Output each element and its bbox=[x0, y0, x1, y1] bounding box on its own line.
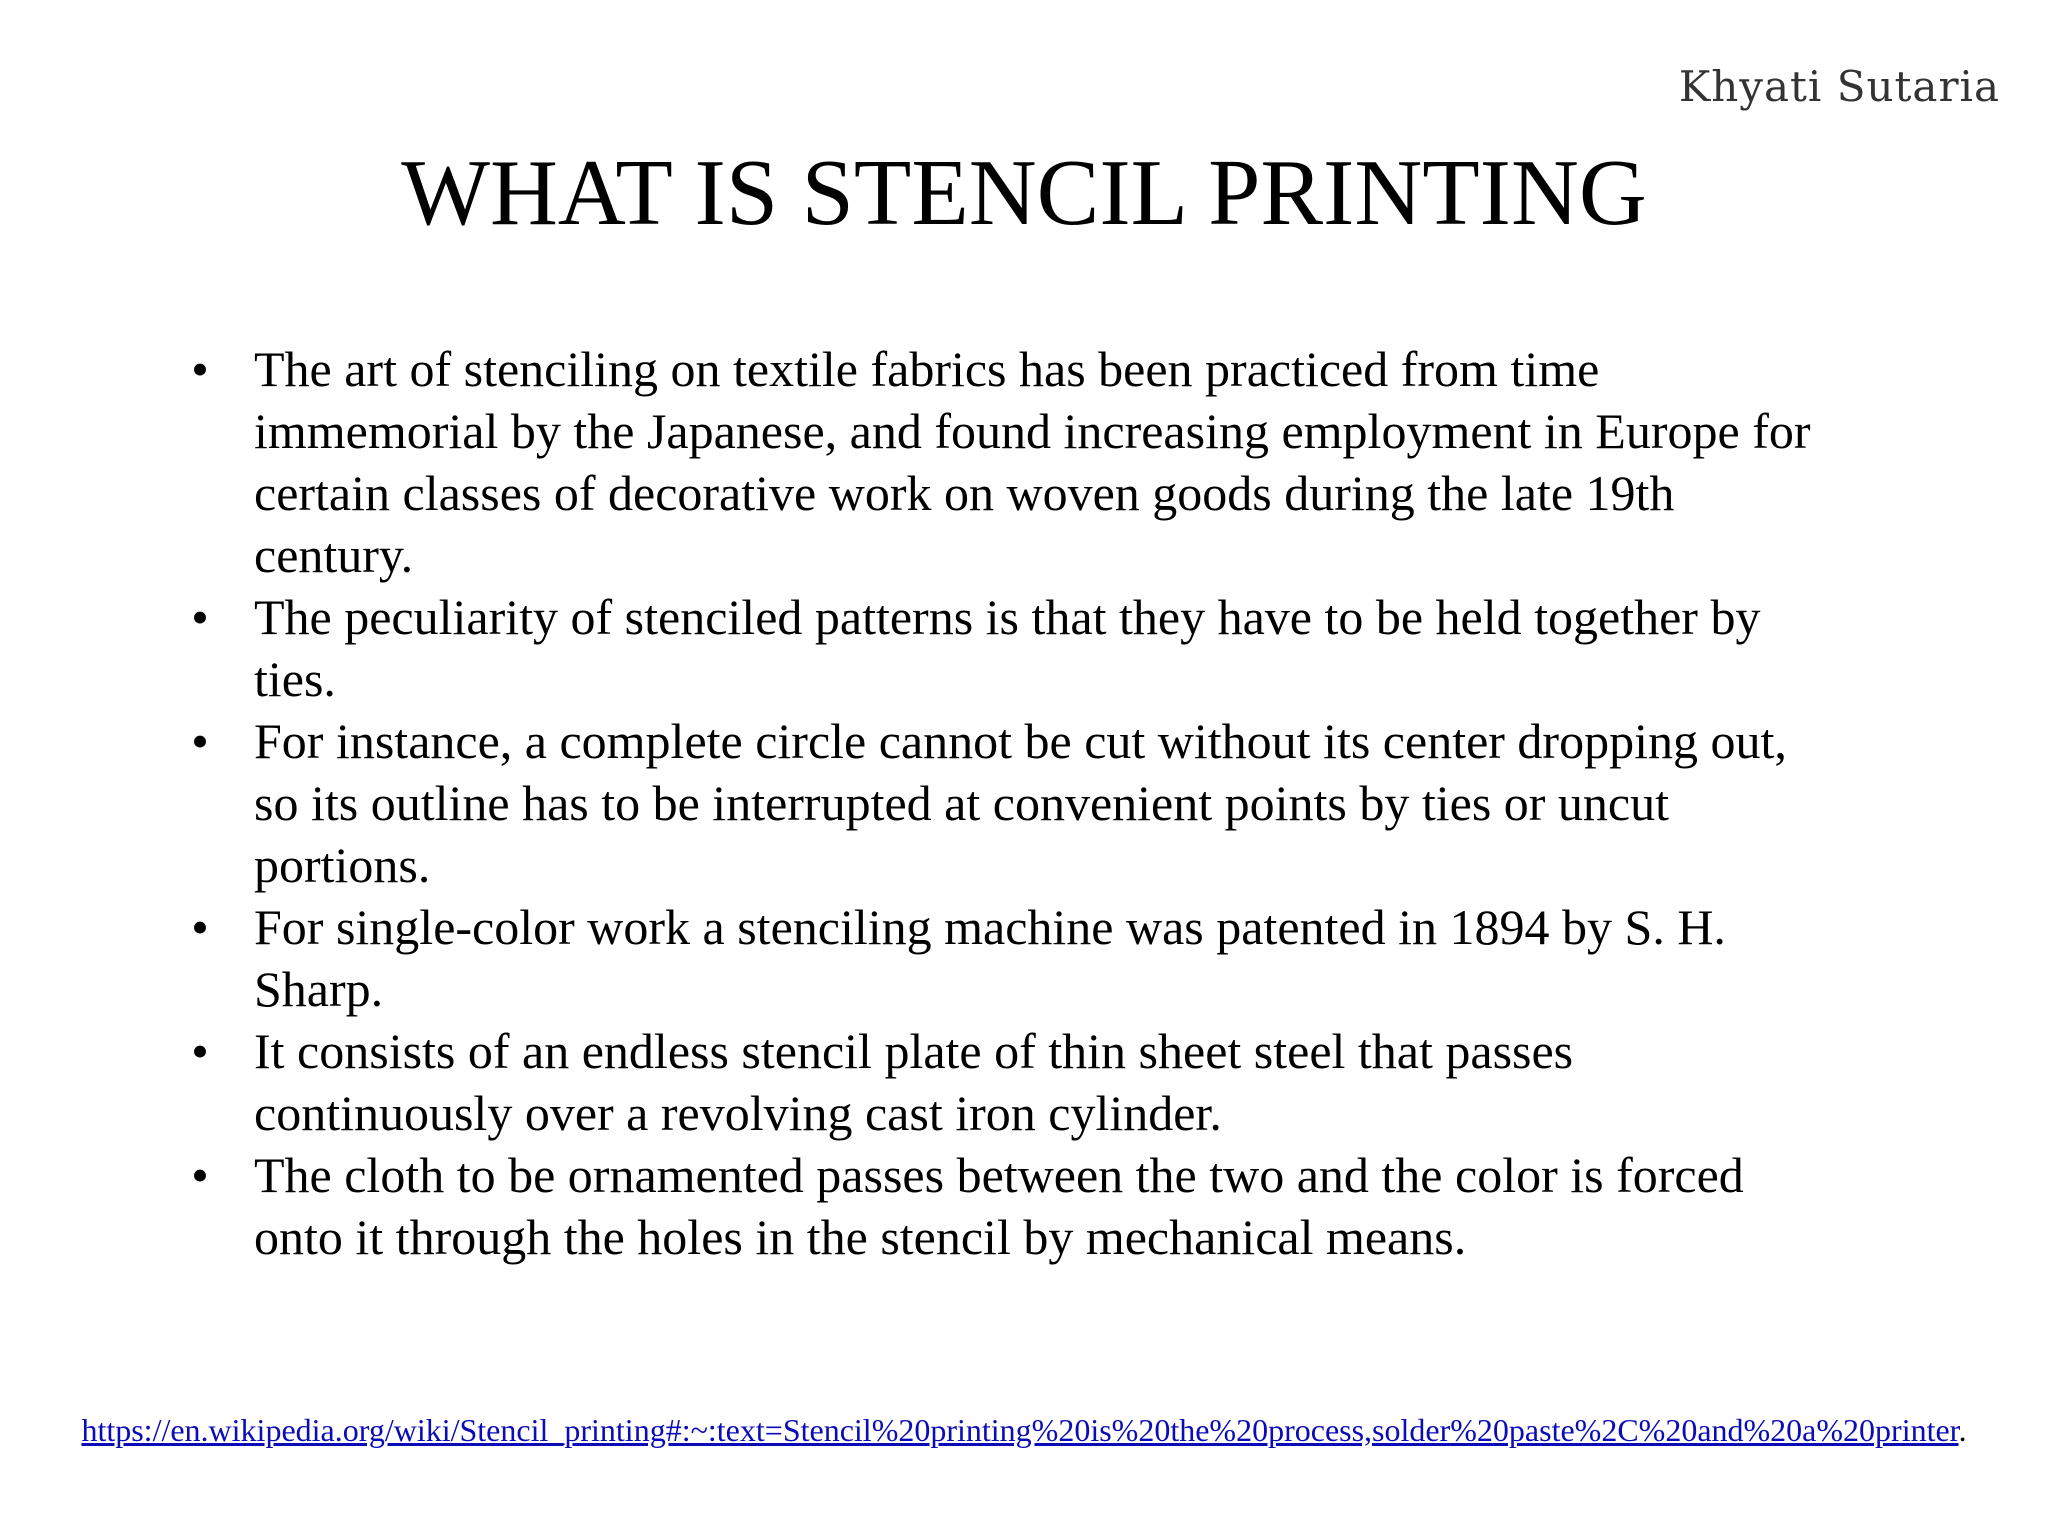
bullet-text: For instance, a complete circle cannot be cut without its center dropping out, so its outline has to be interrupted at convenient points by ties or uncut portions. bbox=[254, 713, 1787, 893]
bullet-icon: • bbox=[191, 713, 209, 769]
slide-title: WHAT IS STENCIL PRINTING bbox=[401, 141, 1647, 245]
bullet-item bbox=[188, 1020, 1828, 1144]
bullet-icon: • bbox=[191, 1023, 209, 1079]
bullet-text: The art of stenciling on textile fabrics has been practiced from time immemorial by the Japanese, and found increasing employment in Europe for certain classes of decorative work on woven goods during the late 19th century. bbox=[254, 341, 1811, 583]
bullet-item bbox=[188, 896, 1828, 1020]
bullet-icon: • bbox=[191, 1147, 209, 1203]
bullet-item bbox=[188, 1144, 1828, 1268]
source-trailing-period: . bbox=[1958, 1412, 1967, 1448]
source-link[interactable]: https://en.wikipedia.org/wiki/Stencil_printing#:~:text=Stencil%20printing%20is%20the%20process,solder%20paste%2C%20and%20a%20printer bbox=[81, 1412, 1959, 1448]
bullet-icon: • bbox=[191, 341, 209, 397]
bullet-text: For single-color work a stenciling machine was patented in 1894 by S. H. Sharp. bbox=[254, 899, 1726, 1017]
bullet-icon: • bbox=[191, 899, 209, 955]
bullet-list bbox=[188, 338, 1828, 1268]
source-citation bbox=[20, 1408, 2028, 1452]
author-name: Khyati Sutaria bbox=[1678, 62, 2000, 111]
bullet-item bbox=[188, 338, 1828, 586]
bullet-text: It consists of an endless stencil plate of thin sheet steel that passes continuously over a revolving cast iron cylinder. bbox=[254, 1023, 1574, 1141]
bullet-item bbox=[188, 710, 1828, 896]
bullet-text: The cloth to be ornamented passes between the two and the color is forced onto it through the holes in the stencil by mechanical means. bbox=[254, 1147, 1744, 1265]
bullet-icon: • bbox=[191, 589, 209, 645]
bullet-text: The peculiarity of stenciled patterns is that they have to be held together by ties. bbox=[254, 589, 1761, 707]
bullet-item bbox=[188, 586, 1828, 710]
